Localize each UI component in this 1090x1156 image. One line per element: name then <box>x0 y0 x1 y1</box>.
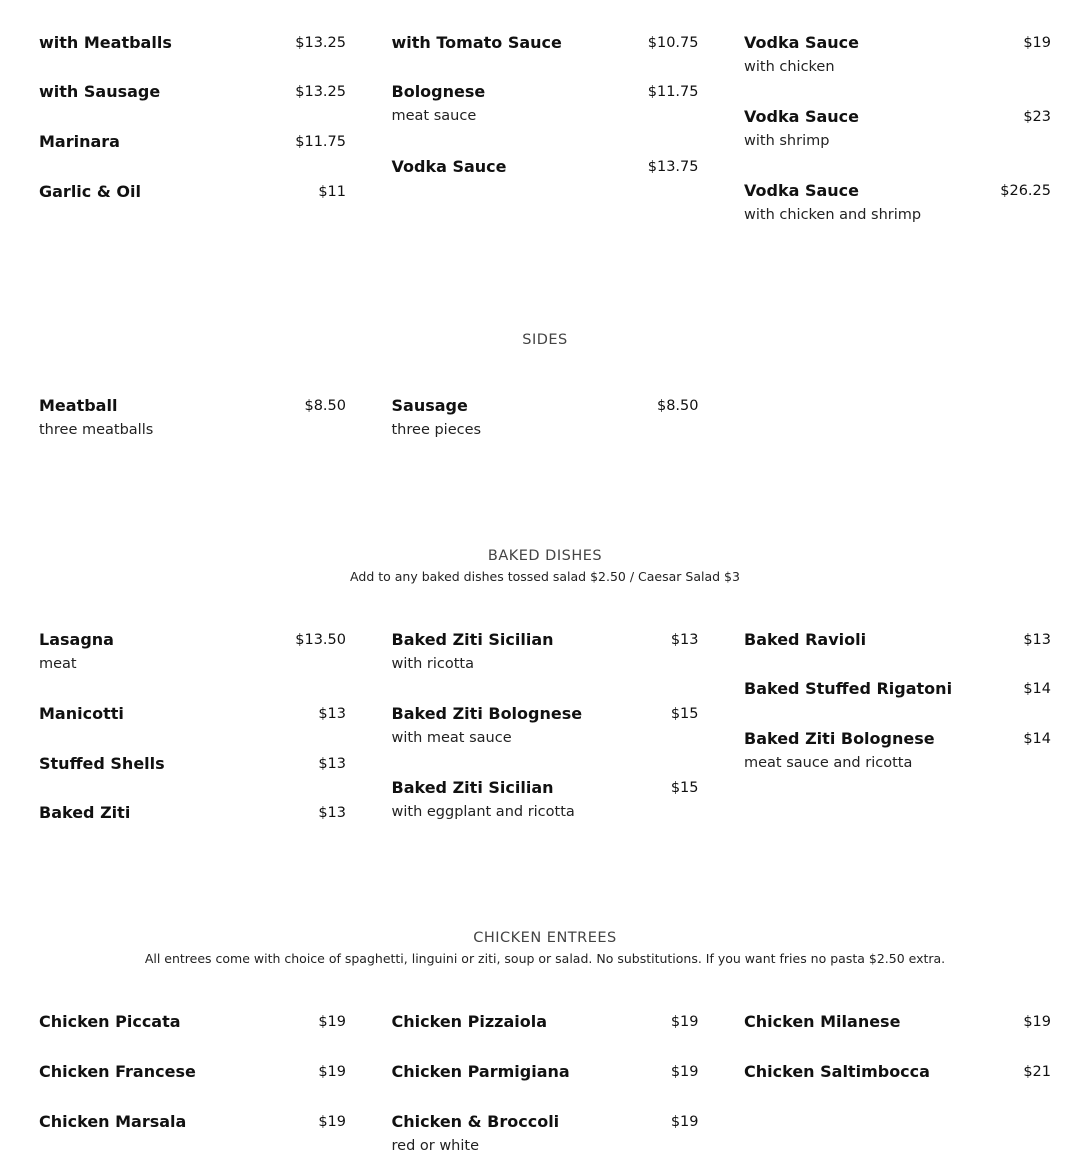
item-name: Garlic & Oil <box>39 182 141 201</box>
item-name: Meatball <box>39 396 118 415</box>
item-name: Chicken Marsala <box>39 1112 187 1131</box>
item-price: $8.50 <box>656 398 699 414</box>
menu-item <box>39 33 346 82</box>
menu-item <box>39 803 346 823</box>
item-name: Vodka Sauce <box>391 157 507 176</box>
item-name: Chicken Pizzaiola <box>391 1012 548 1031</box>
sides-grid <box>39 396 1051 440</box>
item-price: $11 <box>318 184 346 200</box>
item-name: Sausage <box>391 396 468 415</box>
item-price: $13.25 <box>295 84 346 100</box>
item-price: $11.75 <box>295 134 346 150</box>
item-description: with eggplant and ricotta <box>391 804 575 820</box>
item-price: $14 <box>1023 681 1051 697</box>
menu-column <box>39 630 346 823</box>
item-price: $10.75 <box>647 35 699 51</box>
item-price: $13.50 <box>295 632 346 648</box>
menu-item <box>392 1112 699 1156</box>
menu-column <box>39 1012 346 1156</box>
menu-item <box>392 1062 699 1112</box>
menu-column <box>392 630 699 823</box>
item-price: $13.25 <box>295 35 346 51</box>
menu-item <box>392 82 699 157</box>
item-name: Vodka Sauce <box>744 181 860 200</box>
item-price: $26.25 <box>1000 183 1051 199</box>
item-name: Lasagna <box>39 630 114 649</box>
menu-column <box>39 33 346 225</box>
menu-item <box>39 754 346 803</box>
item-name: Chicken & Broccoli <box>391 1112 560 1131</box>
menu-item <box>39 1012 346 1062</box>
menu-item <box>39 132 346 182</box>
menu-item <box>744 181 1051 225</box>
item-price: $19 <box>318 1114 346 1130</box>
item-description: with meat sauce <box>391 730 512 746</box>
item-description: three meatballs <box>39 422 154 438</box>
menu-item <box>39 704 346 754</box>
menu-item <box>744 679 1051 729</box>
item-description: meat sauce <box>391 108 477 124</box>
item-price: $8.50 <box>304 398 346 414</box>
item-description: meat sauce and ricotta <box>744 755 913 771</box>
menu-item <box>39 82 346 132</box>
item-description: red or white <box>391 1138 480 1154</box>
menu-item <box>392 157 699 177</box>
item-name: Baked Ziti Bolognese <box>391 704 583 723</box>
item-price: $13 <box>318 756 346 772</box>
item-name: Vodka Sauce <box>744 107 860 126</box>
item-name: Marinara <box>39 132 120 151</box>
item-price: $19 <box>670 1064 699 1080</box>
item-price: $15 <box>670 780 699 796</box>
item-description: three pieces <box>391 422 482 438</box>
menu-item <box>744 729 1051 773</box>
menu-column <box>744 33 1051 225</box>
item-price: $19 <box>318 1014 346 1030</box>
menu-item <box>392 704 699 778</box>
item-name: with Tomato Sauce <box>391 33 562 52</box>
menu-column <box>744 396 1051 440</box>
item-name: Chicken Francese <box>39 1062 196 1081</box>
item-description: with chicken <box>744 59 835 75</box>
section-title: CHICKEN ENTREES <box>473 930 617 946</box>
item-name: Chicken Parmigiana <box>391 1062 570 1081</box>
item-price: $11.75 <box>647 84 699 100</box>
menu-item <box>39 630 346 704</box>
chicken-grid <box>39 1012 1051 1156</box>
menu-item <box>39 182 346 202</box>
menu-item <box>744 630 1051 679</box>
menu-column <box>392 396 699 440</box>
menu-item <box>392 778 699 822</box>
item-price: $13 <box>1023 632 1051 648</box>
item-name: Baked Ziti <box>39 803 131 822</box>
menu-item <box>744 107 1051 181</box>
item-name: Chicken Piccata <box>39 1012 181 1031</box>
item-name: Manicotti <box>39 704 124 723</box>
menu-column <box>392 33 699 225</box>
item-name: Chicken Saltimbocca <box>744 1062 930 1081</box>
menu-column <box>744 630 1051 823</box>
menu-item <box>744 1062 1051 1082</box>
item-name: Baked Ziti Sicilian <box>391 778 554 797</box>
section-note: All entrees come with choice of spaghetti, linguini or ziti, soup or salad. No substitutions. If you want fries no pasta $2.50 extra. <box>144 951 946 966</box>
menu-item <box>392 33 699 82</box>
menu-item <box>744 1012 1051 1062</box>
item-price: $13.75 <box>647 159 699 175</box>
item-name: Vodka Sauce <box>744 33 860 52</box>
item-description: with shrimp <box>744 133 830 149</box>
item-name: Baked Ziti Sicilian <box>391 630 554 649</box>
item-price: $19 <box>670 1014 699 1030</box>
section-title: SIDES <box>522 332 568 348</box>
item-price: $14 <box>1023 731 1051 747</box>
menu-column <box>744 1012 1051 1156</box>
item-name: Stuffed Shells <box>39 754 165 773</box>
item-price: $13 <box>670 632 699 648</box>
menu-item <box>744 33 1051 107</box>
menu-item <box>39 396 346 440</box>
menu-item <box>392 1012 699 1062</box>
menu-column <box>39 396 346 440</box>
item-price: $15 <box>670 706 699 722</box>
menu-column <box>392 1012 699 1156</box>
section-title: BAKED DISHES <box>487 548 603 564</box>
menu-item <box>39 1112 346 1132</box>
item-description: meat <box>39 656 77 672</box>
baked-grid <box>39 630 1051 823</box>
item-name: with Meatballs <box>39 33 172 52</box>
item-price: $19 <box>670 1114 699 1130</box>
item-description: with ricotta <box>391 656 474 672</box>
item-name: Baked Stuffed Rigatoni <box>744 679 953 698</box>
item-price: $19 <box>318 1064 346 1080</box>
item-price: $23 <box>1023 109 1051 125</box>
menu-item <box>392 630 699 704</box>
item-price: $19 <box>1023 1014 1051 1030</box>
menu-item <box>392 396 699 440</box>
item-price: $21 <box>1023 1064 1051 1080</box>
item-name: Baked Ziti Bolognese <box>744 729 935 748</box>
pasta-grid <box>39 33 1051 225</box>
section-note: Add to any baked dishes tossed salad $2.50 / Caesar Salad $3 <box>350 569 740 584</box>
item-price: $19 <box>1023 35 1051 51</box>
item-price: $13 <box>318 805 346 821</box>
item-name: Bolognese <box>391 82 486 101</box>
item-name: Chicken Milanese <box>744 1012 901 1031</box>
menu-item <box>39 1062 346 1112</box>
item-price: $13 <box>318 706 346 722</box>
item-description: with chicken and shrimp <box>744 207 922 223</box>
item-name: Baked Ravioli <box>744 630 867 649</box>
item-name: with Sausage <box>39 82 161 101</box>
